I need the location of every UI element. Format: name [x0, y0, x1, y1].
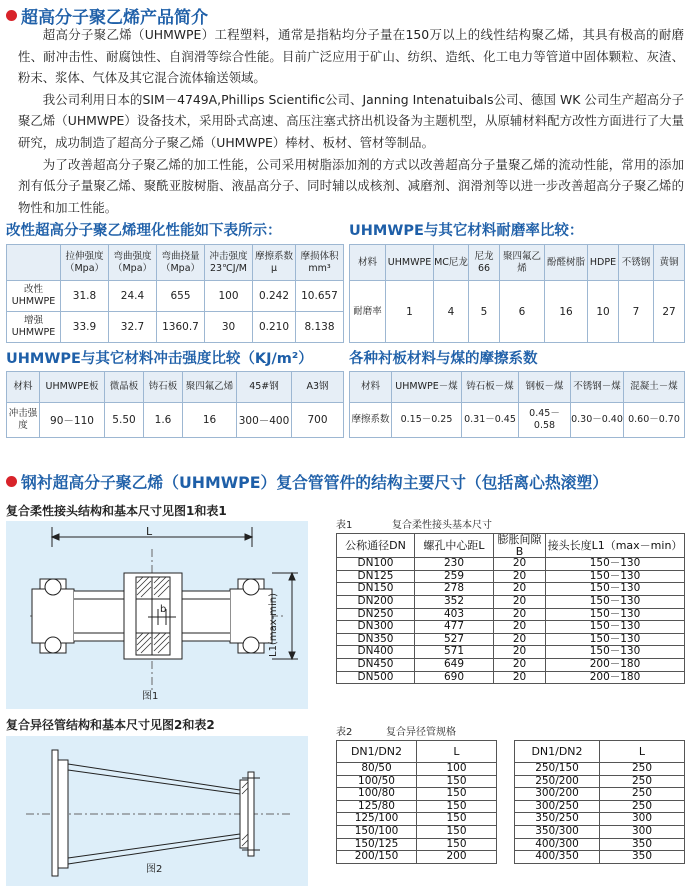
table-header-cell: 钢板－煤: [519, 372, 571, 403]
table-cell: 150－130: [546, 646, 685, 659]
flexible-joint-drawing-icon: [6, 521, 308, 709]
table-row: [350, 403, 685, 438]
table-cell: 1.6: [144, 403, 183, 438]
table-row: [337, 800, 497, 813]
table-row: [337, 646, 685, 659]
table-header-cell: 拉伸强度（Mpa）: [61, 245, 109, 281]
table-cell: 20: [494, 646, 546, 659]
table-cell: 0.31－0.45: [462, 403, 519, 438]
table-row: [515, 838, 685, 851]
table-header-cell: 微晶板: [105, 372, 144, 403]
table-cell: 350: [600, 851, 685, 864]
intro-paragraph: 我公司利用日本的SIM－4749A,Phillips Scientific公司、Janning Intenatuibals公司、德国 WK 公司生产超高分子聚乙烯（UHMWPE）设备技术，采用卧式高速、高压注塞式挤出机设备为主题机型，从原辅材料配方改性方面进行了大量研究，成功制造了超高分子聚乙烯（UHMWPE）棒材、板材、管材等制品。: [18, 91, 684, 150]
table-cell: 200－180: [546, 658, 685, 671]
table-cell: 7: [619, 281, 654, 343]
table-cell: 150: [417, 838, 497, 851]
table-cell: 150－130: [546, 570, 685, 583]
table-cell: 250: [600, 788, 685, 801]
table-cell: 571: [415, 646, 494, 659]
table-cell: 33.9: [61, 312, 109, 343]
table2-right: [514, 740, 685, 864]
table-header-cell: DN1/DN2: [337, 741, 417, 763]
table-cell: 250: [600, 763, 685, 776]
table-header-cell: 聚四氟乙烯: [500, 245, 545, 281]
table-row: [337, 775, 497, 788]
table-row: [337, 621, 685, 634]
table-row: [515, 813, 685, 826]
table-cell: 100: [417, 763, 497, 776]
table-cell: 0.45－0.58: [519, 403, 571, 438]
table-row: [337, 558, 685, 571]
red-bullet-icon: [6, 10, 17, 21]
friction-table-title: 各种衬板材料与煤的摩擦系数: [349, 351, 538, 367]
table-row: [337, 838, 497, 851]
table-cell: 5.50: [105, 403, 144, 438]
physical-properties-table: [6, 244, 344, 343]
table-header-cell: DN1/DN2: [515, 741, 600, 763]
impact-title-text: UHMWPE与其它材料冲击强度比较（KJ/m²）: [6, 351, 313, 367]
table-cell: 250: [600, 775, 685, 788]
table-cell: 31.8: [61, 281, 109, 312]
table-cell: 20: [494, 633, 546, 646]
table-row: [515, 775, 685, 788]
table-cell: 20: [494, 558, 546, 571]
intro-paragraphs: [18, 24, 684, 218]
table1-flexible-joint: [336, 533, 685, 684]
table-header-cell: 铸石板－煤: [462, 372, 519, 403]
friction-coefficient-table: [349, 371, 685, 438]
table-cell: 403: [415, 608, 494, 621]
table-cell: DN100: [337, 558, 415, 571]
table-cell: DN200: [337, 595, 415, 608]
table-cell: 150－130: [546, 558, 685, 571]
dimension-label-b: b: [160, 604, 167, 615]
table-header-cell: 材料: [7, 372, 40, 403]
table-cell: 0.30－0.40: [571, 403, 624, 438]
table-header-cell: [7, 245, 61, 281]
table-header-cell: 膨胀间隙B: [494, 534, 546, 558]
table-cell: 8.138: [296, 312, 344, 343]
table-row: [515, 825, 685, 838]
impact-table-title: [6, 347, 313, 368]
intro-paragraph: 超高分子聚乙烯（UHMWPE）工程塑料，通常是指粘均分子量在150万以上的线性结构聚乙烯，其具有极高的耐磨性、耐冲击性、耐腐蚀性、自润滑等综合性能。目前广泛应用于矿山、纺织、造纸、化工电力等管道中固体颗粒、灰渣、粉末、浆体、气体及其它混合流体输送领域。: [18, 27, 684, 86]
table-header-cell: 铸石板: [144, 372, 183, 403]
table-cell: 350/250: [515, 813, 600, 826]
table-cell: 300－400: [237, 403, 292, 438]
table-cell: 1: [386, 281, 434, 343]
table-header-cell: 45#钢: [237, 372, 292, 403]
table-cell: 20: [494, 583, 546, 596]
row-header-cell: 冲击强度: [7, 403, 40, 438]
table-header-cell: 摩擦系数 μ: [253, 245, 296, 281]
table-header-cell: 接头长度L1（max－min）: [546, 534, 685, 558]
table1-title: 复合柔性接头基本尺寸: [392, 520, 492, 531]
table-cell: 16: [183, 403, 237, 438]
table-row: [515, 800, 685, 813]
table-cell: 0.210: [253, 312, 296, 343]
table-header-cell: 聚四氟乙烯: [183, 372, 237, 403]
table-cell: 150－130: [546, 633, 685, 646]
table-cell: 350/300: [515, 825, 600, 838]
table-header-cell: 弯曲强度（Mpa）: [109, 245, 157, 281]
table-header-cell: 混凝土－煤: [624, 372, 685, 403]
table-cell: 6: [500, 281, 545, 343]
dimension-label-L: L: [146, 525, 153, 538]
table1-number: 表1: [336, 520, 353, 531]
table-header-cell: 黄铜: [654, 245, 685, 281]
table-header-cell: L: [417, 741, 497, 763]
table-cell: DN150: [337, 583, 415, 596]
table-header-cell: MC尼龙: [434, 245, 469, 281]
table2-title: 复合异径管规格: [386, 727, 456, 738]
table-cell: 300/200: [515, 788, 600, 801]
table-cell: 400/350: [515, 851, 600, 864]
table-cell: 400/300: [515, 838, 600, 851]
table-row: [337, 813, 497, 826]
table-cell: 300: [600, 825, 685, 838]
table-row: [515, 851, 685, 864]
table2-left: [336, 740, 497, 864]
table-cell: 0.242: [253, 281, 296, 312]
table-header-cell: UHMWPE: [386, 245, 434, 281]
table-cell: 700: [292, 403, 344, 438]
table-cell: 20: [494, 658, 546, 671]
table-cell: 1360.7: [157, 312, 205, 343]
table-cell: 20: [494, 608, 546, 621]
table-cell: 4: [434, 281, 469, 343]
table-cell: 250: [600, 800, 685, 813]
table-header-cell: 不锈钢: [619, 245, 654, 281]
table-cell: 150－130: [546, 621, 685, 634]
figure2-caption: 复合异径管结构和基本尺寸见图2和表2: [6, 718, 215, 732]
table-cell: 150－130: [546, 595, 685, 608]
table-header-cell: 冲击强度 23℃J/M: [205, 245, 253, 281]
wear-table-title: UHMWPE与其它材料耐磨率比较：: [349, 223, 584, 239]
table-cell: 20: [494, 671, 546, 684]
table-row: [337, 763, 497, 776]
table-cell: 690: [415, 671, 494, 684]
table-header-cell: 材料: [350, 372, 392, 403]
table-cell: 150－130: [546, 583, 685, 596]
table-cell: 300/250: [515, 800, 600, 813]
table-cell: 150－130: [546, 608, 685, 621]
wear-rate-table: [349, 244, 685, 343]
figure1-drawing: [6, 521, 308, 709]
figure1-label: 图1: [142, 691, 159, 702]
table-row: [337, 825, 497, 838]
table-row: [337, 633, 685, 646]
table-cell: 24.4: [109, 281, 157, 312]
figure1-caption: 复合柔性接头结构和基本尺寸见图1和表1: [6, 504, 227, 518]
table-cell: 352: [415, 595, 494, 608]
table-cell: 100: [205, 281, 253, 312]
table-row: [350, 281, 685, 343]
table-cell: 250/150: [515, 763, 600, 776]
table-cell: DN400: [337, 646, 415, 659]
intro-title-text: 超高分子聚乙烯产品简介: [21, 8, 208, 28]
table-header-cell: 摩损体积 mm³: [296, 245, 344, 281]
table-cell: 278: [415, 583, 494, 596]
row-header-cell: 改性 UHMWPE: [7, 281, 61, 312]
table-cell: 20: [494, 595, 546, 608]
section-title-pipe-fittings: [6, 470, 608, 493]
intro-paragraph: 为了改善超高分子聚乙烯的加工性能，公司采用树脂添加剂的方式以改善超高分子量聚乙烯的流动性能，常用的添加剂有低分子量聚乙烯、聚酰亚胺树脂、液晶高分子、同时辅以成核剂、减磨剂、润滑剂等以进一步改善超高分子聚乙烯的物性和加工性能。: [18, 156, 684, 215]
dimension-label-L1: L1(max-min): [268, 593, 279, 657]
table-cell: 200: [417, 851, 497, 864]
table-row: [7, 403, 344, 438]
table-cell: 250/200: [515, 775, 600, 788]
table-header-cell: UHMWPE－煤: [392, 372, 462, 403]
table-cell: 150: [417, 800, 497, 813]
table-row: [337, 658, 685, 671]
table-header-cell: 材料: [350, 245, 386, 281]
row-header-cell: 摩擦系数: [350, 403, 392, 438]
table-cell: 125/80: [337, 800, 417, 813]
table-row: [337, 851, 497, 864]
row-header-cell: 增强 UHMWPE: [7, 312, 61, 343]
table-row: [515, 763, 685, 776]
table-cell: 80/50: [337, 763, 417, 776]
table-row: [337, 570, 685, 583]
table-row: [7, 281, 344, 312]
figure2-drawing: [6, 736, 308, 886]
table-row: [337, 788, 497, 801]
table2-number: 表2: [336, 727, 353, 738]
table-cell: 20: [494, 621, 546, 634]
table-cell: DN450: [337, 658, 415, 671]
table-cell: DN300: [337, 621, 415, 634]
table-cell: 655: [157, 281, 205, 312]
table-header-cell: A3钢: [292, 372, 344, 403]
table-cell: 0.15－0.25: [392, 403, 462, 438]
table-cell: 30: [205, 312, 253, 343]
physical-table-title: 改性超高分子聚乙烯理化性能如下表所示：: [6, 223, 282, 239]
table-cell: 230: [415, 558, 494, 571]
table-cell: 150: [417, 813, 497, 826]
table-cell: 27: [654, 281, 685, 343]
table-cell: 649: [415, 658, 494, 671]
table-header-cell: UHMWPE板: [40, 372, 105, 403]
table-cell: 16: [545, 281, 588, 343]
table-header-cell: HDPE: [588, 245, 619, 281]
table-row: [7, 312, 344, 343]
table-cell: 150/125: [337, 838, 417, 851]
table-cell: DN250: [337, 608, 415, 621]
table-cell: 100/50: [337, 775, 417, 788]
table-cell: 150: [417, 775, 497, 788]
table-row: [337, 608, 685, 621]
table-cell: 150: [417, 825, 497, 838]
pipe-fittings-title-text: 钢衬超高分子聚乙烯（UHMWPE）复合管管件的结构主要尺寸（包括离心热滚塑）: [21, 473, 609, 492]
table-cell: 10: [588, 281, 619, 343]
table-cell: 527: [415, 633, 494, 646]
table-header-cell: 螺孔中心距L: [415, 534, 494, 558]
table-cell: 150: [417, 788, 497, 801]
table-cell: 150/100: [337, 825, 417, 838]
table-cell: 20: [494, 570, 546, 583]
table-cell: 10.657: [296, 281, 344, 312]
table-cell: 259: [415, 570, 494, 583]
red-bullet-icon: [6, 476, 17, 487]
table-cell: DN125: [337, 570, 415, 583]
table-cell: 477: [415, 621, 494, 634]
table-cell: DN350: [337, 633, 415, 646]
impact-strength-table: [6, 371, 344, 438]
figure2-label: 图2: [146, 864, 163, 875]
table-cell: 125/100: [337, 813, 417, 826]
table-cell: 100/80: [337, 788, 417, 801]
table-header-cell: 弯曲挠量（Mpa）: [157, 245, 205, 281]
table-cell: 90－110: [40, 403, 105, 438]
table-cell: 200－180: [546, 671, 685, 684]
table-row: [337, 583, 685, 596]
table-cell: DN500: [337, 671, 415, 684]
table-cell: 350: [600, 838, 685, 851]
table-row: [515, 788, 685, 801]
table-header-cell: 公称通径DN: [337, 534, 415, 558]
table-cell: 200/150: [337, 851, 417, 864]
table-cell: 5: [469, 281, 500, 343]
table-cell: 32.7: [109, 312, 157, 343]
table-row: [337, 671, 685, 684]
table-cell: 0.60－0.70: [624, 403, 685, 438]
table-cell: 300: [600, 813, 685, 826]
table-header-cell: L: [600, 741, 685, 763]
table-header-cell: 酚醛树脂: [545, 245, 588, 281]
table-row: [337, 595, 685, 608]
row-header-cell: 耐磨率: [350, 281, 386, 343]
table-header-cell: 不锈钢－煤: [571, 372, 624, 403]
table-header-cell: 尼龙66: [469, 245, 500, 281]
